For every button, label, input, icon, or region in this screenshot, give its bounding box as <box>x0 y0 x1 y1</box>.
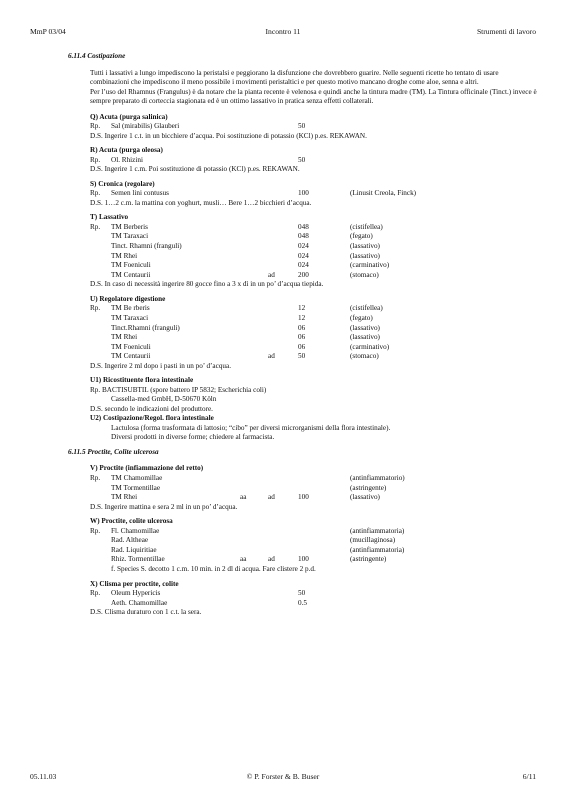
ingredient-note: (antinfiammatoria) <box>350 545 405 554</box>
rp-label: Rp. <box>90 155 101 164</box>
recipe-text-line: Lactulosa (forma trasformata di lattosio; “cibo” per diversi microrganismi della flora intestinale). <box>111 423 391 432</box>
ingredient-name: TM Centaurii <box>111 270 151 279</box>
ingredient-name: Rad. Liquiritiae <box>111 545 157 554</box>
ingredient-name: TM Rhei <box>111 333 138 342</box>
ingredient-row <box>90 242 538 252</box>
ingredient-quantity: 50 <box>298 352 306 361</box>
header-center: Incontro 11 <box>265 27 301 36</box>
ingredient-name: TM Taraxaci <box>111 232 149 241</box>
ingredient-row <box>90 122 538 132</box>
ingredient-note: (carminativo) <box>350 342 390 351</box>
ingredient-row <box>90 343 538 353</box>
ingredient-name: TM Foeniculi <box>111 342 151 351</box>
recipe-title: X) Clisma per proctite, colite <box>90 579 179 588</box>
ingredient-quantity: 100 <box>298 189 309 198</box>
ingredient-ad: ad <box>268 270 275 279</box>
ingredient-name: TM Centaurii <box>111 352 151 361</box>
ingredient-row <box>90 352 538 362</box>
ingredient-row <box>90 555 538 565</box>
recipe-block <box>90 295 538 372</box>
ingredient-quantity: 06 <box>298 323 306 332</box>
ingredient-name: TM Chamomillae <box>111 473 163 482</box>
footer-copyright: © P. Forster & B. Buser <box>246 772 320 781</box>
footer-date: 05.11.03 <box>30 772 57 781</box>
ingredient-name: Fl. Chamomillae <box>111 526 160 535</box>
ingredient-quantity: 50 <box>298 589 306 598</box>
ingredient-quantity: 50 <box>298 122 306 130</box>
intro-paragraph: Per l’uso del Rhamnus (Frangulus) è da notare che la pianta recente è velenosa e quindi anche la tintura madre (TM). La Tintura officinale (Tinct.) invece è sempre preparato di corteccia stagionata ed è un ottimo lassativo in pratica senza effetti collaterali. <box>90 87 537 105</box>
recipe-title: U) Regolatore digestione <box>90 294 166 303</box>
ingredient-row <box>90 261 538 271</box>
rp-label: Rp. <box>90 222 101 231</box>
recipe-ds-line: D.S. Ingerire mattina e sera 2 ml in un po’ d’acqua. <box>90 502 238 511</box>
ingredient-name: TM Taraxaci <box>111 313 149 322</box>
intro-paragraph: Tutti i lassativi a lungo impediscono la peristalsi e peggiorano la disfunzione che dovrebbero guarire. Nelle seguenti ricette ho tentato di usare combinazioni che impediscono il meno possibile i movimenti peristaltici e per questo motivo mancano droghe come aloe, senna e altri. <box>90 68 499 86</box>
ingredient-quantity: 12 <box>298 313 306 322</box>
ingredient-quantity: 048 <box>298 222 309 231</box>
ingredient-row <box>90 536 538 546</box>
ingredient-ad: ad <box>268 352 275 361</box>
recipe-block <box>90 113 538 142</box>
ingredient-name: TM Tormentillae <box>111 483 161 492</box>
ingredient-name: Oleum Hypericis <box>111 589 161 598</box>
ingredient-name: Sal (mirabilis) Glauberi <box>111 122 180 130</box>
ingredient-note: (cistifellea) <box>350 222 383 231</box>
ingredient-name: TM Foeniculi <box>111 261 151 270</box>
ingredient-name: TM Berberis <box>111 222 148 231</box>
ingredient-quantity: 200 <box>298 270 309 279</box>
rp-label: Rp. <box>90 304 101 313</box>
ingredient-note: (stomaco) <box>350 352 379 361</box>
recipe-rp-line: Rp. BACTISUBTIL (spore battero IP 5832; Escherichia coli) <box>90 385 267 394</box>
intro-text <box>90 69 538 107</box>
ingredient-row <box>90 304 538 314</box>
ingredient-row <box>90 252 538 262</box>
recipe-list <box>68 113 538 372</box>
recipe-ds-line: D.S. 1…2 c.m. la mattina con yoghurt, musli… Bere 1…2 bicchieri d’acqua. <box>90 198 312 207</box>
ingredient-name: Aeth. Chamomillae <box>111 598 168 607</box>
ingredient-note: (lassativo) <box>350 333 380 342</box>
ingredient-ad: ad <box>268 493 275 502</box>
ingredient-ad: ad <box>268 555 275 564</box>
ingredient-note: (astringente) <box>350 555 387 564</box>
recipe-ds-line: D.S. In caso di necessità ingerire 80 gocce fino a 3 x dì in un po’ d’acqua tiepida. <box>90 280 324 289</box>
header-right: Strumenti di lavoro <box>476 27 536 36</box>
ingredient-quantity: 048 <box>298 232 309 241</box>
ingredient-note: (astringente) <box>350 483 387 492</box>
ingredient-row <box>90 493 538 503</box>
ingredient-aa: aa <box>240 555 247 564</box>
ingredient-name: TM Rhei <box>111 493 138 502</box>
ingredient-note: (lassativo) <box>350 251 380 260</box>
ingredient-quantity: 100 <box>298 555 309 564</box>
ingredient-quantity: 024 <box>298 261 309 270</box>
ingredient-name: Rad. Altheae <box>111 536 149 545</box>
ingredient-quantity: 024 <box>298 251 309 260</box>
rp-label: Rp. <box>90 589 101 598</box>
ingredient-row <box>90 599 538 609</box>
ingredient-name: Rhiz. Tormentillae <box>111 555 165 564</box>
recipe-block <box>90 517 538 574</box>
ingredient-quantity: 100 <box>298 493 309 502</box>
ingredient-note: (lassativo) <box>350 493 380 502</box>
ingredient-quantity: 12 <box>298 304 306 313</box>
ingredient-row <box>90 324 538 334</box>
recipe-ds-line: f. Species S. decotto 1 c.m. 10 min. in 2 dl di acqua. Fare clistere 2 p.d. <box>111 565 316 574</box>
recipe-title: U2) Costipazione/Regol. flora intestinale <box>90 414 214 423</box>
page-content <box>68 52 538 623</box>
rp-label: Rp. <box>90 122 101 130</box>
ingredient-quantity: 50 <box>298 155 306 164</box>
ingredient-row <box>90 484 538 494</box>
ingredient-note: (antinfiammatoria) <box>350 526 405 535</box>
recipe-title: W) Proctite, colite ulcerosa <box>90 517 173 526</box>
page-header <box>30 27 536 39</box>
ingredient-row <box>90 333 538 343</box>
ingredient-row <box>90 527 538 537</box>
ingredient-quantity: 06 <box>298 333 306 342</box>
ingredient-row <box>90 474 538 484</box>
footer-page-number: 6/11 <box>522 772 536 781</box>
ingredient-quantity: 024 <box>298 241 309 250</box>
section-title-proctite: 6.11.5 Proctite, Colite ulcerosa <box>68 447 159 456</box>
ingredient-note: (lassativo) <box>350 323 380 332</box>
recipe-ds-line: D.S. secondo le indicazioni del produttore. <box>90 404 213 413</box>
ingredient-note: (antinfiammatorio) <box>350 473 405 482</box>
ingredient-name: Tinct. Rhamni (franguli) <box>111 241 182 250</box>
ingredient-note: (fegato) <box>350 313 373 322</box>
ingredient-note: (Linusit Creola, Finck) <box>350 189 417 198</box>
ingredient-note: (lassativo) <box>350 241 380 250</box>
ingredient-note: (cistifellea) <box>350 304 383 313</box>
recipe-block <box>90 180 538 209</box>
ingredient-name: TM Be rberis <box>111 304 150 313</box>
ingredient-row <box>90 271 538 281</box>
recipe-text-line: Diversi prodotti in diverse forme; chiedere al farmacista. <box>111 433 275 442</box>
ingredient-note: (stomaco) <box>350 270 379 279</box>
section-title-costipazione: 6.11.4 Costipazione <box>68 52 126 60</box>
ingredient-note: (carminativo) <box>350 261 390 270</box>
ingredient-row <box>90 546 538 556</box>
ingredient-name: TM Rhei <box>111 251 138 260</box>
recipe-ds-line: D.S. Ingerire 1 c.t. in un bicchiere d’acqua. Poi sostituzione di potassio (KCl) p.es. REKAWAN. <box>90 131 367 140</box>
recipe-block <box>90 146 538 175</box>
ingredient-row <box>90 223 538 233</box>
recipe-list <box>68 464 538 617</box>
page-footer <box>30 772 536 784</box>
ingredient-row <box>90 232 538 242</box>
recipe-title: S) Cronica (regolare) <box>90 179 155 188</box>
recipe-ds-line: D.S. Ingerire 1 c.m. Poi sostituzione di potassio (KCl) p.es. REKAWAN. <box>90 165 300 174</box>
recipe-title: U1) Ricostituente flora intestinale <box>90 376 194 385</box>
recipe-block <box>90 464 538 512</box>
recipe-ds-line: D.S. Clisma duraturo con 1 c.t. la sera. <box>90 608 202 617</box>
recipe-title: V) Proctite (infiammazione del retto) <box>90 464 204 473</box>
rp-label: Rp. <box>90 189 101 198</box>
ingredient-note: (fegato) <box>350 232 373 241</box>
ingredient-row <box>90 189 538 199</box>
ingredient-note: (mucillaginosa) <box>350 536 396 545</box>
recipe-block <box>90 213 538 290</box>
ingredient-quantity: 06 <box>298 342 306 351</box>
rp-label: Rp. <box>90 473 101 482</box>
recipe-rp-line: Cassella-med GmbH, D-50670 Köln <box>111 395 217 404</box>
recipe-block <box>90 580 538 618</box>
ingredient-row <box>90 156 538 166</box>
rp-label: Rp. <box>90 526 101 535</box>
recipe-title: R) Acuta (purga oleosa) <box>90 146 163 155</box>
recipe-ds-line: D.S. Ingerire 2 ml dopo i pasti in un po’ d’acqua. <box>90 361 231 370</box>
recipe-block-u1 <box>90 376 538 443</box>
header-left: MmP 03/04 <box>30 27 66 36</box>
ingredient-name: Tinct.Rhamni (franguli) <box>111 323 180 332</box>
ingredient-row <box>90 589 538 599</box>
ingredient-name: Semen lini contusus <box>111 189 169 198</box>
ingredient-name: Ol. Rhizini <box>111 155 143 164</box>
ingredient-quantity: 0.5 <box>298 598 307 607</box>
ingredient-row <box>90 314 538 324</box>
ingredient-aa: aa <box>240 493 247 502</box>
recipe-title: T) Lassativo <box>90 213 129 222</box>
recipe-title: Q) Acuta (purga salinica) <box>90 112 168 121</box>
